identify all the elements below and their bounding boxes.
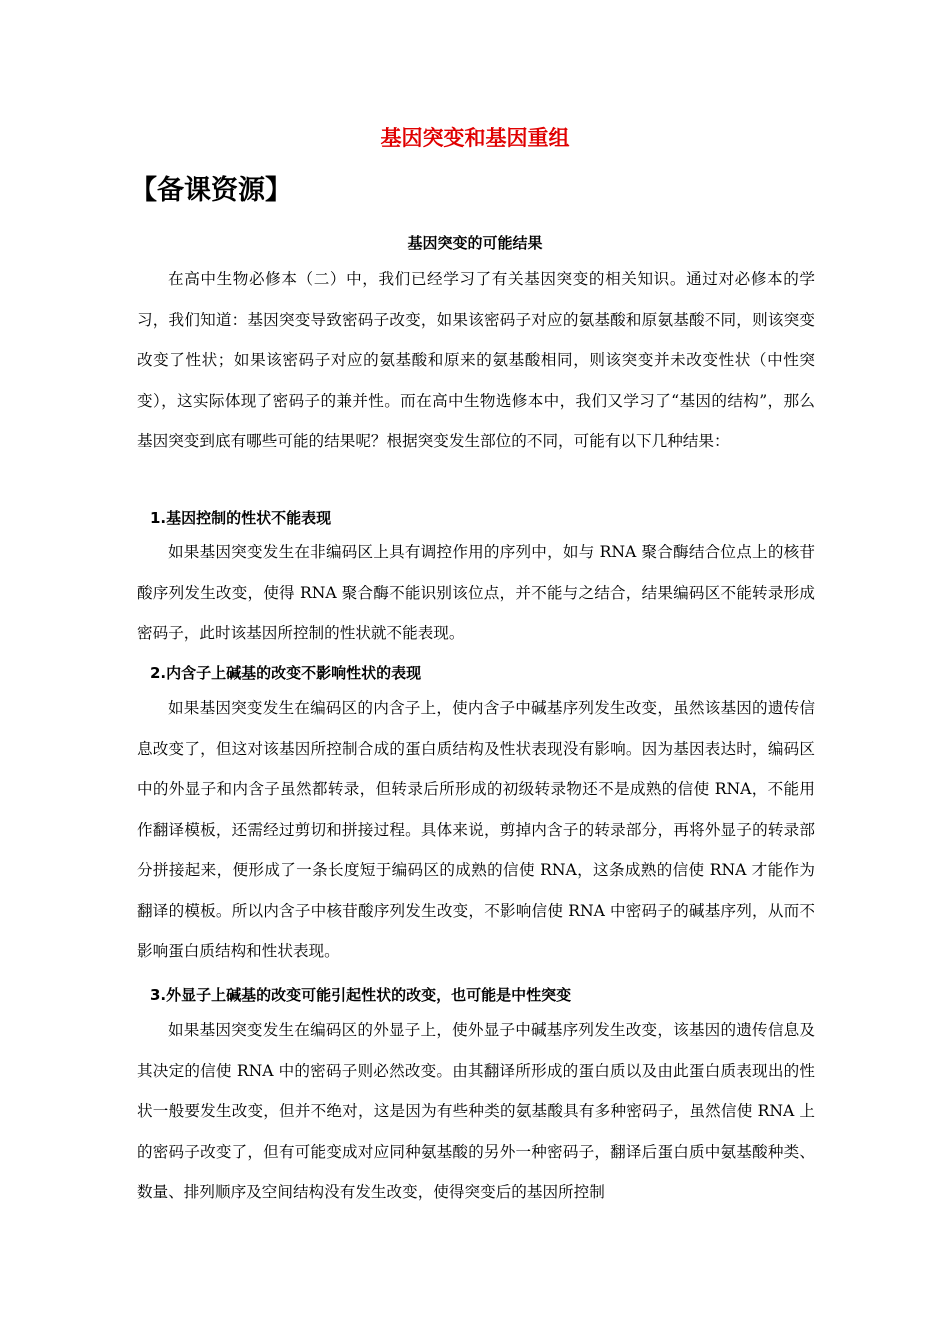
section-body-2: 如果基因突变发生在编码区的内含子上，使内含子中碱基序列发生改变，虽然该基因的遗传信息改变了，但这对该基因所控制合成的蛋白质结构及性状表现没有影响。因为基因表达时，编码区中的外显子和内含子虽然都转录，但转录后所形成的初级转录物还不是成熟的信使 RNA，不能用作翻译模板，还需经过剪切和拼接过程。具体来说，剪掉内含子的转录部分，再将外显子的转录部分拼接起来，便形成了一条长度短于编码区的成熟的信使 RNA，这条成熟的信使 RNA 才能作为翻译的模板。所以内含子中核苷酸序列发生改变，不影响信使 RNA 中密码子的碱基序列，从而不影响蛋白质结构和性状表现。 — [137, 699, 815, 960]
section-heading-1: 1.基因控制的性状不能表现 — [150, 509, 332, 527]
section-body-3: 如果基因突变发生在编码区的外显子上，使外显子中碱基序列发生改变，该基因的遗传信息及其决定的信使 RNA 中的密码子则必然改变。由其翻译所形成的蛋白质以及由此蛋白质表现出的性状一般要发生改变，但并不绝对，这是因为有些种类的氨基酸具有多种密码子，虽然信使 RNA 上的密码子改变了，但有可能变成对应同种氨基酸的另外一种密码子，翻译后蛋白质中氨基酸种类、数量、排列顺序及空间结构没有发生改变，使得突变后的基因所控制 — [137, 1021, 815, 1201]
section-heading-3: 3.外显子上碱基的改变可能引起性状的改变，也可能是中性突变 — [150, 986, 572, 1004]
intro-paragraph: 在高中生物必修本（二）中，我们已经学习了有关基因突变的相关知识。通过对必修本的学习，我们知道：基因突变导致密码子改变，如果该密码子对应的氨基酸和原氨基酸不同，则该突变改变了性状；如果该密码子对应的氨基酸和原来的氨基酸相同，则该突变并未改变性状（中性突变），这实际体现了密码子的兼并性。而在高中生物选修本中，我们又学习了“基因的结构”，那么基因突变到底有哪些可能的结果呢？根据突变发生部位的不同，可能有以下几种结果： — [137, 270, 815, 450]
section-title: 【备课资源】 — [130, 175, 292, 206]
section-body-1: 如果基因突变发生在非编码区上具有调控作用的序列中，如与 RNA 聚合酶结合位点上的核苷酸序列发生改变，使得 RNA 聚合酶不能识别该位点，并不能与之结合，结果编码区不能转录形成密码子，此时该基因所控制的性状就不能表现。 — [137, 543, 815, 642]
document-title: 基因突变和基因重组 — [380, 126, 570, 150]
section-heading-2: 2.内含子上碱基的改变不影响性状的表现 — [150, 664, 422, 682]
article-subtitle: 基因突变的可能结果 — [407, 234, 543, 252]
